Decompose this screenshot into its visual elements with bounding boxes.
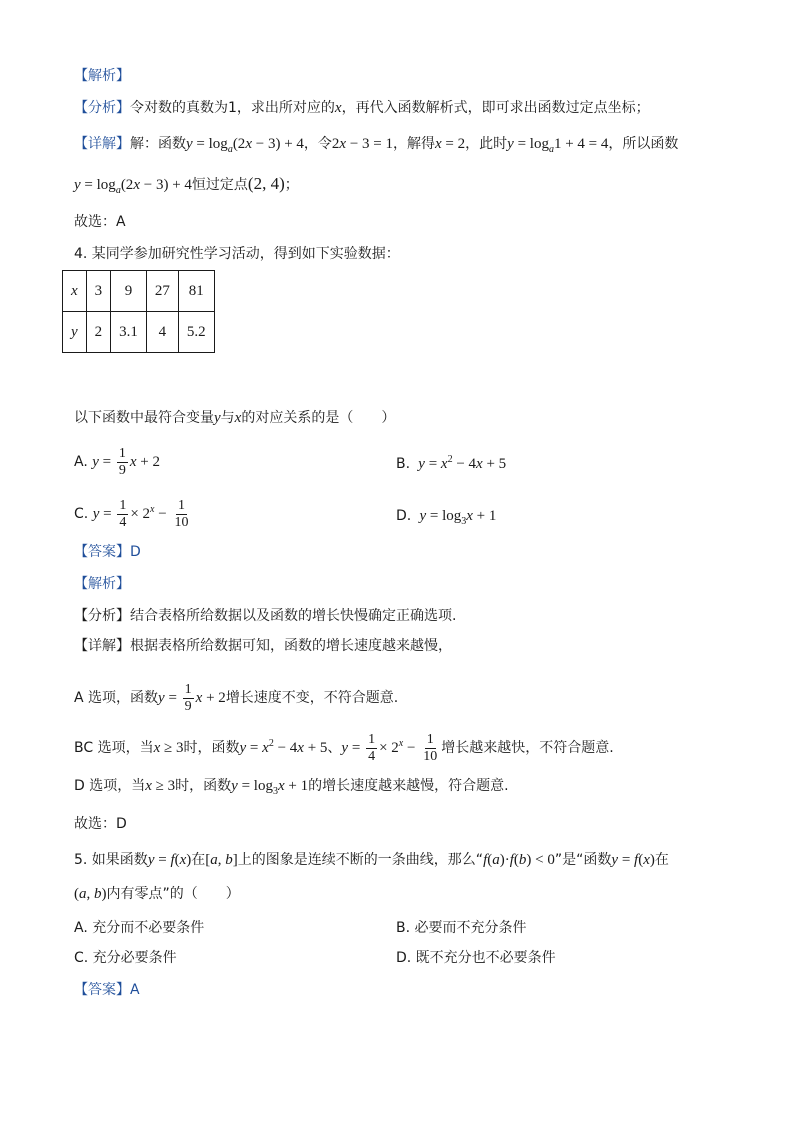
table-cell: 27 — [146, 271, 178, 312]
question-5: 5. 如果函数y = f(x)在[a, b]上的图象是连续不断的一条曲线，那么“f(a)·f(b) < 0”是“函数y = f(x)在 — [74, 852, 669, 868]
table-cell: 3.1 — [111, 312, 147, 353]
analysis-line-2: 【分析】结合表格所给数据以及函数的增长快慢确定正确选项. — [74, 608, 457, 624]
table-head: y — [63, 312, 87, 353]
table-cell: 81 — [178, 271, 214, 312]
explain-d: D 选项，当x ≥ 3时，函数$y = \log_3x + 1$的增长速度越来越慢，符合题意. — [74, 778, 509, 797]
choose-2: 故选：D — [74, 816, 127, 832]
fixed-point: (2, 4) — [247, 174, 285, 193]
q5-option-a[interactable]: A. 充分而不必要条件 — [74, 920, 205, 936]
table-row — [63, 312, 215, 353]
choose-1: 故选：A — [74, 214, 126, 230]
question-4-prompt: 以下函数中最符合变量y与x的对应关系的是（ ） — [74, 410, 396, 426]
q5-option-b[interactable]: B. 必要而不充分条件 — [396, 920, 527, 936]
analysis-heading-1: 【解析】 — [74, 68, 130, 84]
formula-log: $y = \log_a(2x - 3) + 4$ — [186, 136, 304, 155]
formula-eq: 2x − 3 = 1 — [331, 136, 393, 152]
option-c[interactable]: C. y = $\frac{1}{4}$ × $2^x$ − $\frac{1}{10}$ — [74, 498, 189, 530]
q5-option-c[interactable]: C. 充分必要条件 — [74, 950, 177, 966]
detail-line-1: 【详解】解：函数$y = \log_a(2x - 3) + 4$，令2x − 3 = 1，解得x = 2，此时$y = \log_a1 + 4 = 4$，所以函数 — [74, 136, 679, 155]
table-head: x — [63, 271, 87, 312]
table-cell: 5.2 — [178, 312, 214, 353]
answer-5: 【答案】A — [74, 982, 140, 998]
detail-line-2: $y = \log_a(2x - 3) + 4$恒过定点(2, 4)； — [74, 174, 299, 196]
explain-a: A 选项，函数y = $\frac{1}{9}$ x + 2增长速度不变，不符合题意. — [74, 682, 399, 714]
detail-line-3: 【详解】根据表格所给数据可知，函数的增长速度越来越慢， — [74, 638, 452, 654]
question-5-line-2: (a, b)内有零点”的（ ） — [74, 886, 240, 902]
option-b[interactable]: B. $y = x^2 - 4x + 5$ — [396, 454, 507, 472]
data-table — [62, 270, 215, 353]
question-4: 4. 某同学参加研究性学习活动，得到如下实验数据： — [74, 246, 400, 262]
table-row — [63, 271, 215, 312]
q5-option-d[interactable]: D. 既不充分也不必要条件 — [396, 950, 556, 966]
analysis-heading-2: 【解析】 — [74, 576, 130, 592]
table-cell: 4 — [146, 312, 178, 353]
option-d[interactable]: D. $y = \log_3x + 1$ — [396, 508, 497, 527]
table-cell: 3 — [86, 271, 111, 312]
answer-4: 【答案】D — [74, 544, 141, 560]
formula-log-2: $y = \log_a(2x - 3) + 4$ — [74, 177, 192, 196]
analysis-line-1: 【分析】令对数的真数为1，求出所对应的x，再代入函数解析式，即可求出函数过定点坐标； — [74, 100, 650, 116]
table-cell: 2 — [86, 312, 111, 353]
formula-y4: $y = \log_a1 + 4 = 4$ — [507, 136, 609, 155]
formula-x2: x = 2 — [435, 136, 466, 152]
option-a[interactable]: A. y = $\frac{1}{9}$ x + 2 — [74, 446, 161, 478]
explain-bc: BC 选项，当x ≥ 3时，函数$y = x^2 - 4x + 5$、y = $\frac{1}{4}$ × $2^x$ − $\frac{1}{10}$ 增长越来越快，不符合题意. — [74, 732, 614, 764]
table-cell: 9 — [111, 271, 147, 312]
